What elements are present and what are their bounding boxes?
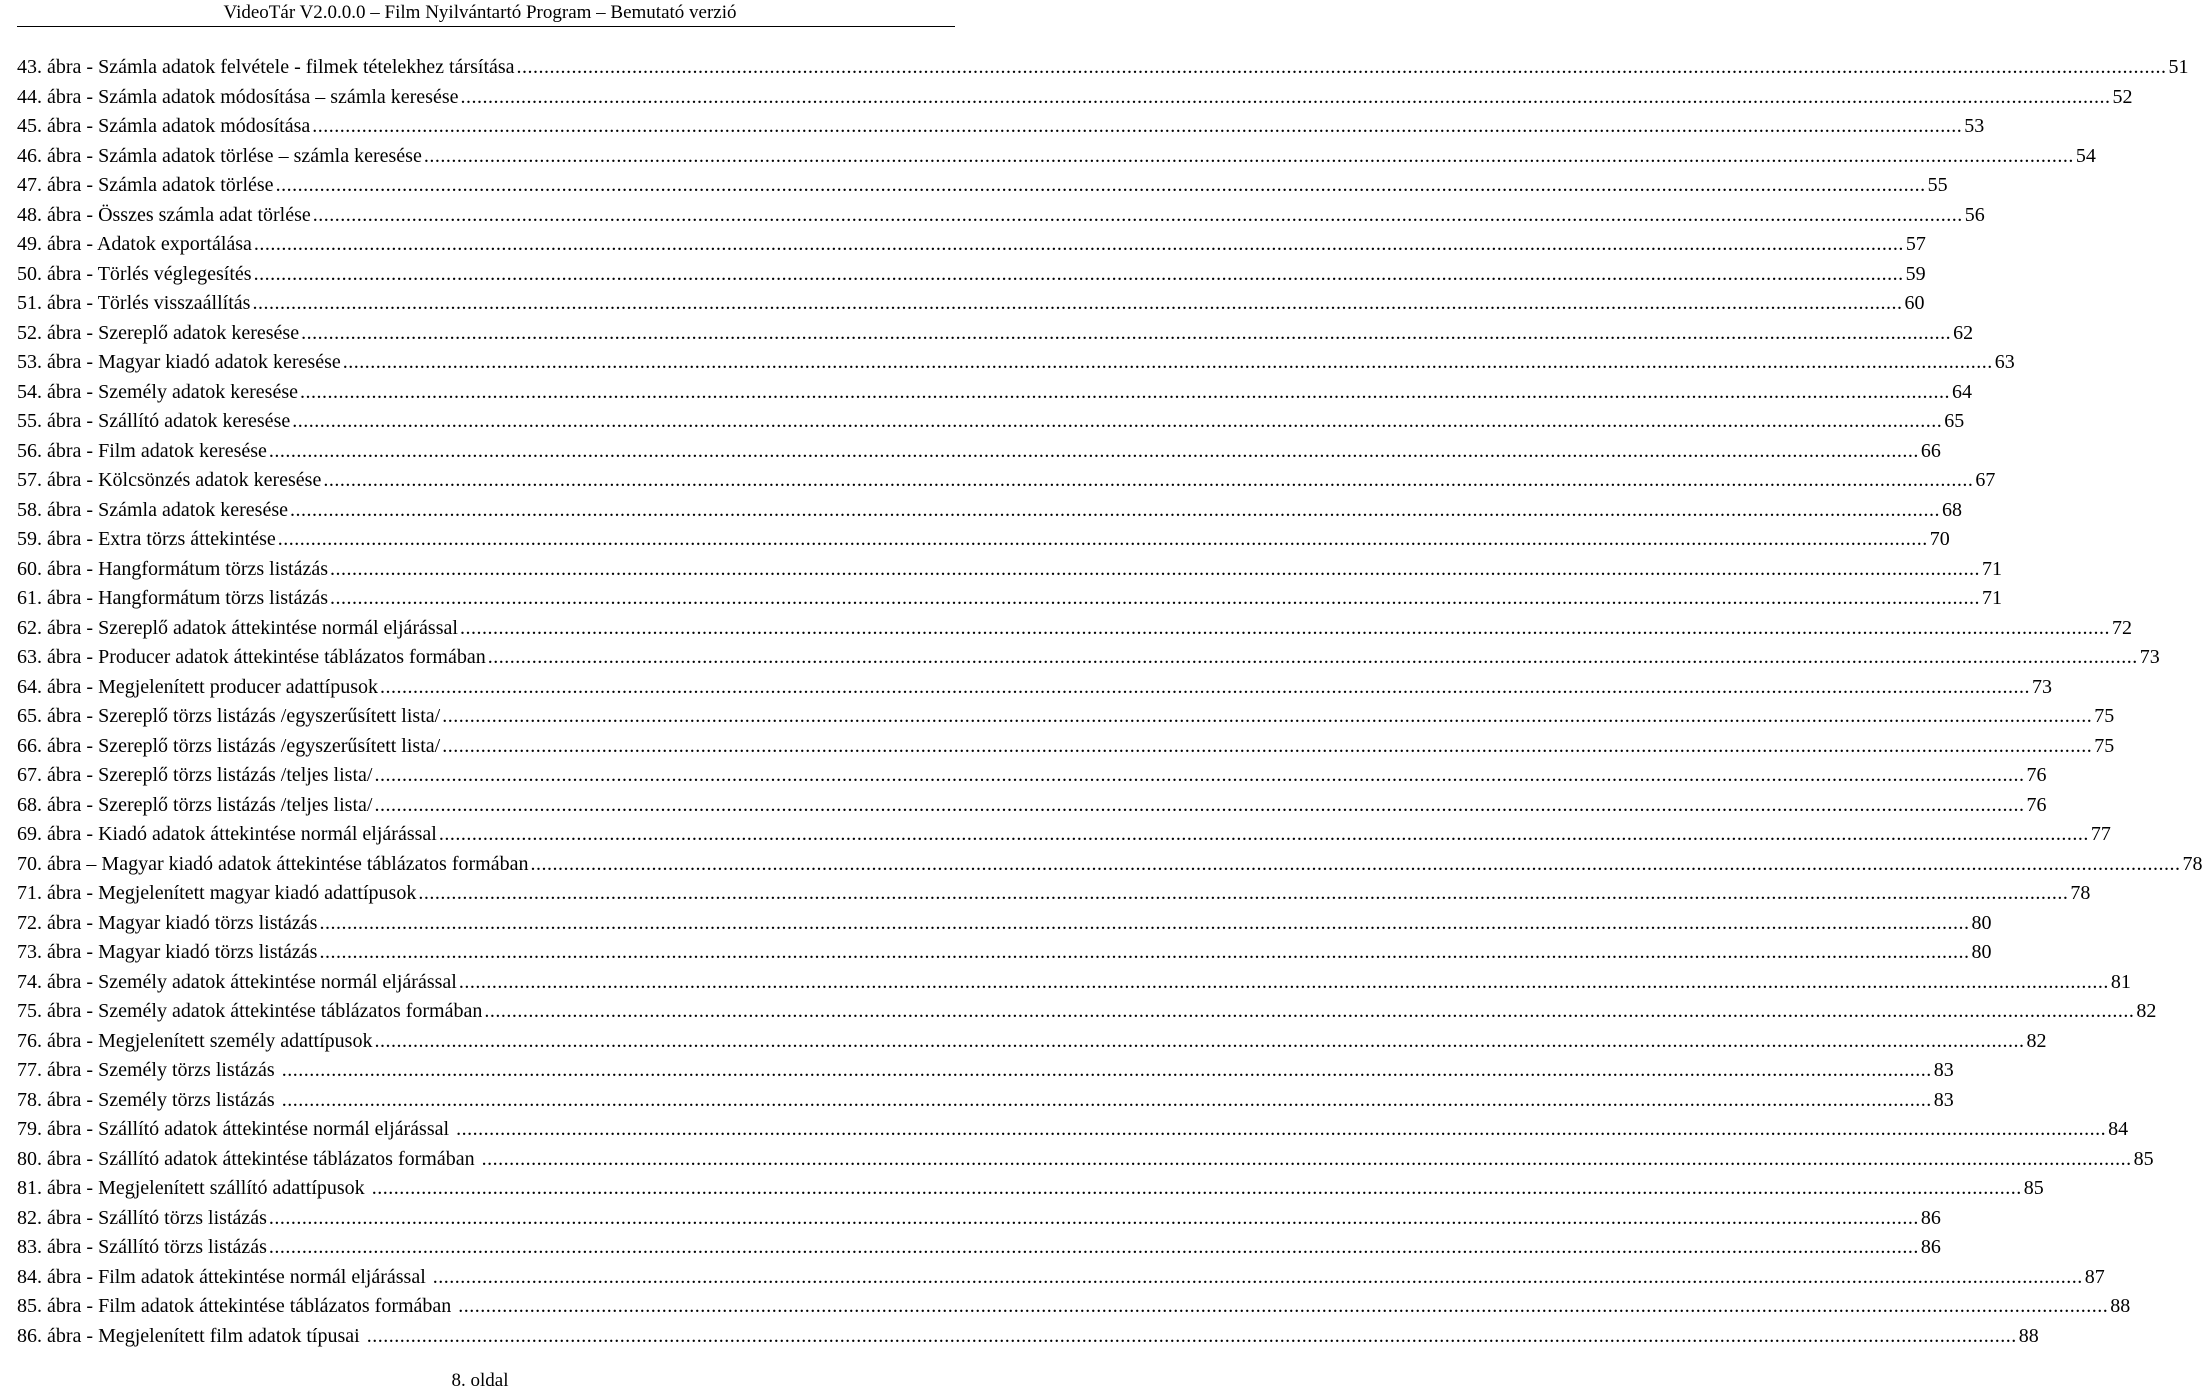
toc-dot-leader: ............................................................................................................................................................................................................................................................................................................ xyxy=(458,970,2109,993)
toc-entry-page: 55 xyxy=(1927,174,1948,196)
toc-entry-label: 53. ábra - Magyar kiadó adatok keresése xyxy=(17,351,341,373)
toc-entry[interactable] xyxy=(17,1204,1941,1234)
toc-dot-leader: ............................................................................................................................................................................................................................................................................................................ xyxy=(456,1118,2107,1140)
toc-dot-leader: ............................................................................................................................................................................................................................................................................................................ xyxy=(312,115,1963,137)
toc-entry[interactable] xyxy=(17,702,2115,732)
toc-dot-leader: ............................................................................................................................................................................................................................................................................................................ xyxy=(487,646,2138,668)
toc-entry[interactable] xyxy=(17,820,2111,850)
toc-entry-page: 64 xyxy=(1952,380,1972,403)
toc-dot-leader: ............................................................................................................................................................................................................................................................................................................ xyxy=(319,911,1970,934)
toc-entry[interactable] xyxy=(17,201,1985,231)
toc-entry[interactable] xyxy=(17,112,1985,142)
toc-entry-page: 85 xyxy=(2023,1177,2044,1199)
toc-entry-label: 69. ábra - Kiadó adatok áttekintése normál eljárással xyxy=(17,823,437,845)
toc-dot-leader: ............................................................................................................................................................................................................................................................................................................ xyxy=(268,1206,1919,1229)
toc-entry-page: 52 xyxy=(2112,85,2133,108)
toc-entry[interactable] xyxy=(17,437,1941,467)
toc-entry-page: 57 xyxy=(1905,233,1926,255)
toc-dot-leader: ............................................................................................................................................................................................................................................................................................................ xyxy=(312,203,1963,226)
toc-entry-label: 71. ábra - Megjelenített magyar kiadó adattípusok xyxy=(17,882,417,904)
toc-entry[interactable] xyxy=(17,289,1925,319)
toc-entry[interactable] xyxy=(17,555,2003,585)
toc-entry-label: 73. ábra - Magyar kiadó törzs listázás xyxy=(17,941,318,963)
toc-entry[interactable] xyxy=(17,791,2047,821)
toc-dot-leader: ............................................................................................................................................................................................................................................................................................................ xyxy=(252,292,1903,314)
toc-dot-leader: ............................................................................................................................................................................................................................................................................................................ xyxy=(342,351,1993,373)
toc-entry-label: 77. ábra - Személy törzs listázás xyxy=(17,1059,280,1081)
toc-entry-page: 65 xyxy=(1944,410,1965,432)
toc-entry-label: 48. ábra - Összes számla adat törlése xyxy=(17,203,311,226)
toc-dot-leader: ............................................................................................................................................................................................................................................................................................................ xyxy=(380,675,2030,698)
toc-entry-page: 60 xyxy=(1904,292,1925,314)
toc-entry[interactable] xyxy=(17,850,2202,880)
toc-dot-leader: ............................................................................................................................................................................................................................................................................................................ xyxy=(253,262,1904,285)
toc-entry-page: 86 xyxy=(1920,1236,1941,1258)
toc-entry-label: 84. ábra - Film adatok áttekintése normál eljárással xyxy=(17,1265,431,1288)
toc-entry-label: 50. ábra - Törlés véglegesítés xyxy=(17,262,252,285)
toc-entry[interactable] xyxy=(17,938,1992,968)
toc-entry-label: 49. ábra - Adatok exportálása xyxy=(17,233,252,255)
toc-entry-label: 78. ábra - Személy törzs listázás xyxy=(17,1088,280,1111)
toc-dot-leader: ............................................................................................................................................................................................................................................................................................................ xyxy=(481,1147,2132,1170)
toc-dot-leader: ............................................................................................................................................................................................................................................................................................................ xyxy=(268,439,1919,462)
toc-dot-leader: ............................................................................................................................................................................................................................................................................................................ xyxy=(268,1236,1919,1258)
toc-entry-label: 67. ábra - Szereplő törzs listázás /teljes lista/ xyxy=(17,764,373,786)
toc-entry-page: 68 xyxy=(1942,498,1962,521)
toc-entry[interactable] xyxy=(17,378,1972,408)
toc-dot-leader: ............................................................................................................................................................................................................................................................................................................ xyxy=(442,705,2093,727)
toc-entry[interactable] xyxy=(17,1027,2047,1057)
toc-entry-label: 81. ábra - Megjelenített szállító adattípusok xyxy=(17,1177,370,1199)
toc-entry-page: 83 xyxy=(1933,1059,1954,1081)
toc-entry[interactable] xyxy=(17,466,1996,496)
toc-entry[interactable] xyxy=(17,407,1965,437)
toc-entry-page: 82 xyxy=(2026,1029,2047,1052)
toc-entry-label: 45. ábra - Számla adatok módosítása xyxy=(17,115,311,137)
toc-entry-label: 76. ábra - Megjelenített személy adattípusok xyxy=(17,1029,373,1052)
toc-entry-label: 43. ábra - Számla adatok felvétele - filmek tételekhez társítása xyxy=(17,56,515,78)
toc-entry[interactable] xyxy=(17,348,2015,378)
toc-dot-leader: ............................................................................................................................................................................................................................................................................................................ xyxy=(438,823,2089,845)
toc-entry-label: 61. ábra - Hangformátum törzs listázás xyxy=(17,587,329,609)
toc-entry-label: 68. ábra - Szereplő törzs listázás /teljes lista/ xyxy=(17,793,373,816)
toc-entry-page: 76 xyxy=(2026,793,2047,816)
toc-dot-leader: ............................................................................................................................................................................................................................................................................................................ xyxy=(423,144,2074,167)
toc-entry-label: 80. ábra - Szállító adatok áttekintése táblázatos formában xyxy=(17,1147,480,1170)
toc-entry-page: 70 xyxy=(1929,528,1950,550)
toc-dot-leader: ............................................................................................................................................................................................................................................................................................................ xyxy=(460,85,2111,108)
toc-entry-label: 62. ábra - Szereplő adatok áttekintése normál eljárással xyxy=(17,616,458,639)
toc-entry-label: 64. ábra - Megjelenített producer adattípusok xyxy=(17,675,378,698)
toc-dot-leader: ............................................................................................................................................................................................................................................................................................................ xyxy=(319,941,1970,963)
toc-dot-leader: ............................................................................................................................................................................................................................................................................................................ xyxy=(301,321,1952,344)
toc-entry[interactable] xyxy=(17,1322,2039,1352)
toc-entry-label: 85. ábra - Film adatok áttekintése táblázatos formában xyxy=(17,1295,457,1317)
toc-entry-label: 75. ábra - Személy adatok áttekintése táblázatos formában xyxy=(17,1000,483,1022)
toc-entry-page: 63 xyxy=(1994,351,2015,373)
toc-entry[interactable] xyxy=(17,83,2133,113)
toc-entry[interactable] xyxy=(17,319,1974,349)
toc-entry-page: 84 xyxy=(2108,1118,2129,1140)
toc-entry-page: 80 xyxy=(1971,941,1992,963)
toc-entry-page: 71 xyxy=(1982,557,2003,580)
toc-dot-leader: ............................................................................................................................................................................................................................................................................................................ xyxy=(374,764,2025,786)
toc-entry[interactable] xyxy=(17,968,2131,998)
toc-entry-label: 58. ábra - Számla adatok keresése xyxy=(17,498,288,521)
toc-dot-leader: ............................................................................................................................................................................................................................................................................................................ xyxy=(292,410,1943,432)
toc-entry-label: 51. ábra - Törlés visszaállítás xyxy=(17,292,251,314)
toc-entry-label: 54. ábra - Személy adatok keresése xyxy=(17,380,298,403)
toc-entry[interactable] xyxy=(17,761,2047,791)
toc-dot-leader: ............................................................................................................................................................................................................................................................................................................ xyxy=(459,616,2110,639)
toc-dot-leader: ............................................................................................................................................................................................................................................................................................................ xyxy=(281,1059,1932,1081)
toc-entry-page: 78 xyxy=(2070,882,2091,904)
toc-entry-page: 73 xyxy=(2139,646,2160,668)
toc-entry[interactable] xyxy=(17,1292,2131,1322)
toc-entry-label: 46. ábra - Számla adatok törlése – számla keresése xyxy=(17,144,422,167)
toc-entry-page: 86 xyxy=(1920,1206,1941,1229)
toc-entry[interactable] xyxy=(17,171,1948,201)
toc-entry-page: 67 xyxy=(1975,469,1996,491)
toc-dot-leader: ............................................................................................................................................................................................................................................................................................................ xyxy=(458,1295,2109,1317)
header-rule xyxy=(17,26,955,27)
toc-dot-leader: ............................................................................................................................................................................................................................................................................................................ xyxy=(330,587,1981,609)
toc-entry-page: 77 xyxy=(2090,823,2111,845)
toc-entry[interactable] xyxy=(17,1115,2129,1145)
toc-entry[interactable] xyxy=(17,879,2091,909)
toc-entry[interactable] xyxy=(17,614,2132,644)
toc-entry-label: 70. ábra – Magyar kiadó adatok áttekintése táblázatos formában xyxy=(17,852,529,875)
toc-entry[interactable] xyxy=(17,909,1992,939)
toc-entry[interactable] xyxy=(17,53,2189,83)
toc-entry-page: 71 xyxy=(1982,587,2003,609)
toc-entry-page: 66 xyxy=(1920,439,1941,462)
toc-entry-page: 83 xyxy=(1933,1088,1954,1111)
toc-entry-page: 54 xyxy=(2075,144,2096,167)
toc-dot-leader: ............................................................................................................................................................................................................................................................................................................ xyxy=(300,380,1950,403)
toc-entry-label: 72. ábra - Magyar kiadó törzs listázás xyxy=(17,911,318,934)
toc-entry[interactable] xyxy=(17,643,2160,673)
toc-entry-page: 62 xyxy=(1953,321,1974,344)
toc-dot-leader: ............................................................................................................................................................................................................................................................................................................ xyxy=(330,557,1981,580)
toc-entry-label: 65. ábra - Szereplő törzs listázás /egyszerűsített lista/ xyxy=(17,705,441,727)
toc-entry-page: 88 xyxy=(2018,1324,2039,1347)
toc-entry[interactable] xyxy=(17,584,2003,614)
toc-dot-leader: ............................................................................................................................................................................................................................................................................................................ xyxy=(374,793,2025,816)
toc-dot-leader: ............................................................................................................................................................................................................................................................................................................ xyxy=(366,1324,2017,1347)
toc-entry[interactable] xyxy=(17,997,2157,1027)
toc-dot-leader: ............................................................................................................................................................................................................................................................................................................ xyxy=(516,56,2167,78)
toc-dot-leader: ............................................................................................................................................................................................................................................................................................................ xyxy=(374,1029,2025,1052)
toc-entry-page: 56 xyxy=(1964,203,1985,226)
toc-dot-leader: ............................................................................................................................................................................................................................................................................................................ xyxy=(418,882,2069,904)
toc-entry-label: 74. ábra - Személy adatok áttekintése normál eljárással xyxy=(17,970,457,993)
toc-entry[interactable] xyxy=(17,673,2052,703)
toc-entry[interactable] xyxy=(17,525,1950,555)
page-number: 8. oldal xyxy=(451,1370,509,1391)
toc-dot-leader: ............................................................................................................................................................................................................................................................................................................ xyxy=(530,852,2181,875)
toc-entry[interactable] xyxy=(17,142,2096,172)
toc-entry-label: 60. ábra - Hangformátum törzs listázás xyxy=(17,557,329,580)
toc-dot-leader: ............................................................................................................................................................................................................................................................................................................ xyxy=(281,1088,1932,1111)
toc-entry-label: 79. ábra - Szállító adatok áttekintése normál eljárással xyxy=(17,1118,455,1140)
toc-entry-page: 75 xyxy=(2094,734,2115,757)
toc-entry-label: 86. ábra - Megjelenített film adatok típusai xyxy=(17,1324,365,1347)
toc-dot-leader: ............................................................................................................................................................................................................................................................................................................ xyxy=(371,1177,2022,1199)
toc-entry[interactable] xyxy=(17,1056,1954,1086)
toc-entry-page: 87 xyxy=(2084,1265,2105,1288)
toc-entry[interactable] xyxy=(17,260,1926,290)
toc-dot-leader: ............................................................................................................................................................................................................................................................................................................ xyxy=(442,734,2093,757)
toc-entry-page: 53 xyxy=(1964,115,1985,137)
toc-entry[interactable] xyxy=(17,1233,1941,1263)
toc-entry[interactable] xyxy=(17,1263,2105,1293)
toc-entry-label: 57. ábra - Kölcsönzés adatok keresése xyxy=(17,469,322,491)
toc-entry-page: 82 xyxy=(2136,1000,2157,1022)
toc-entry-label: 83. ábra - Szállító törzs listázás xyxy=(17,1236,267,1258)
toc-entry-page: 73 xyxy=(2032,675,2052,698)
toc-entry-page: 76 xyxy=(2026,764,2047,786)
toc-dot-leader: ............................................................................................................................................................................................................................................................................................................ xyxy=(277,528,1928,550)
page-header: VideoTár V2.0.0.0 – Film Nyilvántartó Program – Bemutató verzió xyxy=(223,2,737,23)
toc-dot-leader: ............................................................................................................................................................................................................................................................................................................ xyxy=(323,469,1974,491)
toc-entry-page: 59 xyxy=(1905,262,1926,285)
toc-entry-page: 85 xyxy=(2133,1147,2154,1170)
toc-entry-page: 72 xyxy=(2111,616,2132,639)
toc-dot-leader: ............................................................................................................................................................................................................................................................................................................ xyxy=(484,1000,2135,1022)
toc-entry-page: 88 xyxy=(2110,1295,2131,1317)
toc-entry-label: 55. ábra - Szállító adatok keresése xyxy=(17,410,291,432)
toc-entry-page: 80 xyxy=(1971,911,1992,934)
toc-dot-leader: ............................................................................................................................................................................................................................................................................................................ xyxy=(275,174,1926,196)
toc-entry[interactable] xyxy=(17,230,1926,260)
toc-entry-page: 51 xyxy=(2168,56,2189,78)
toc-dot-leader: ............................................................................................................................................................................................................................................................................................................ xyxy=(253,233,1904,255)
toc-entry-label: 82. ábra - Szállító törzs listázás xyxy=(17,1206,267,1229)
toc-entry[interactable] xyxy=(17,496,1962,526)
toc-entry[interactable] xyxy=(17,732,2115,762)
toc-entry[interactable] xyxy=(17,1174,2044,1204)
toc-entry-label: 66. ábra - Szereplő törzs listázás /egyszerűsített lista/ xyxy=(17,734,441,757)
toc-entry-label: 47. ábra - Számla adatok törlése xyxy=(17,174,274,196)
toc-entry-page: 75 xyxy=(2094,705,2115,727)
toc-dot-leader: ............................................................................................................................................................................................................................................................................................................ xyxy=(290,498,1940,521)
toc-entry-label: 56. ábra - Film adatok keresése xyxy=(17,439,267,462)
toc-entry-label: 52. ábra - Szereplő adatok keresése xyxy=(17,321,300,344)
toc-entry-page: 81 xyxy=(2110,970,2131,993)
toc-entry[interactable] xyxy=(17,1145,2154,1175)
toc-entry-label: 59. ábra - Extra törzs áttekintése xyxy=(17,528,276,550)
toc-entry-label: 63. ábra - Producer adatok áttekintése táblázatos formában xyxy=(17,646,486,668)
toc-entry-label: 44. ábra - Számla adatok módosítása – számla keresése xyxy=(17,85,459,108)
figure-list xyxy=(17,53,2202,1351)
toc-entry[interactable] xyxy=(17,1086,1954,1116)
toc-dot-leader: ............................................................................................................................................................................................................................................................................................................ xyxy=(432,1265,2083,1288)
toc-entry-page: 78 xyxy=(2182,852,2202,875)
